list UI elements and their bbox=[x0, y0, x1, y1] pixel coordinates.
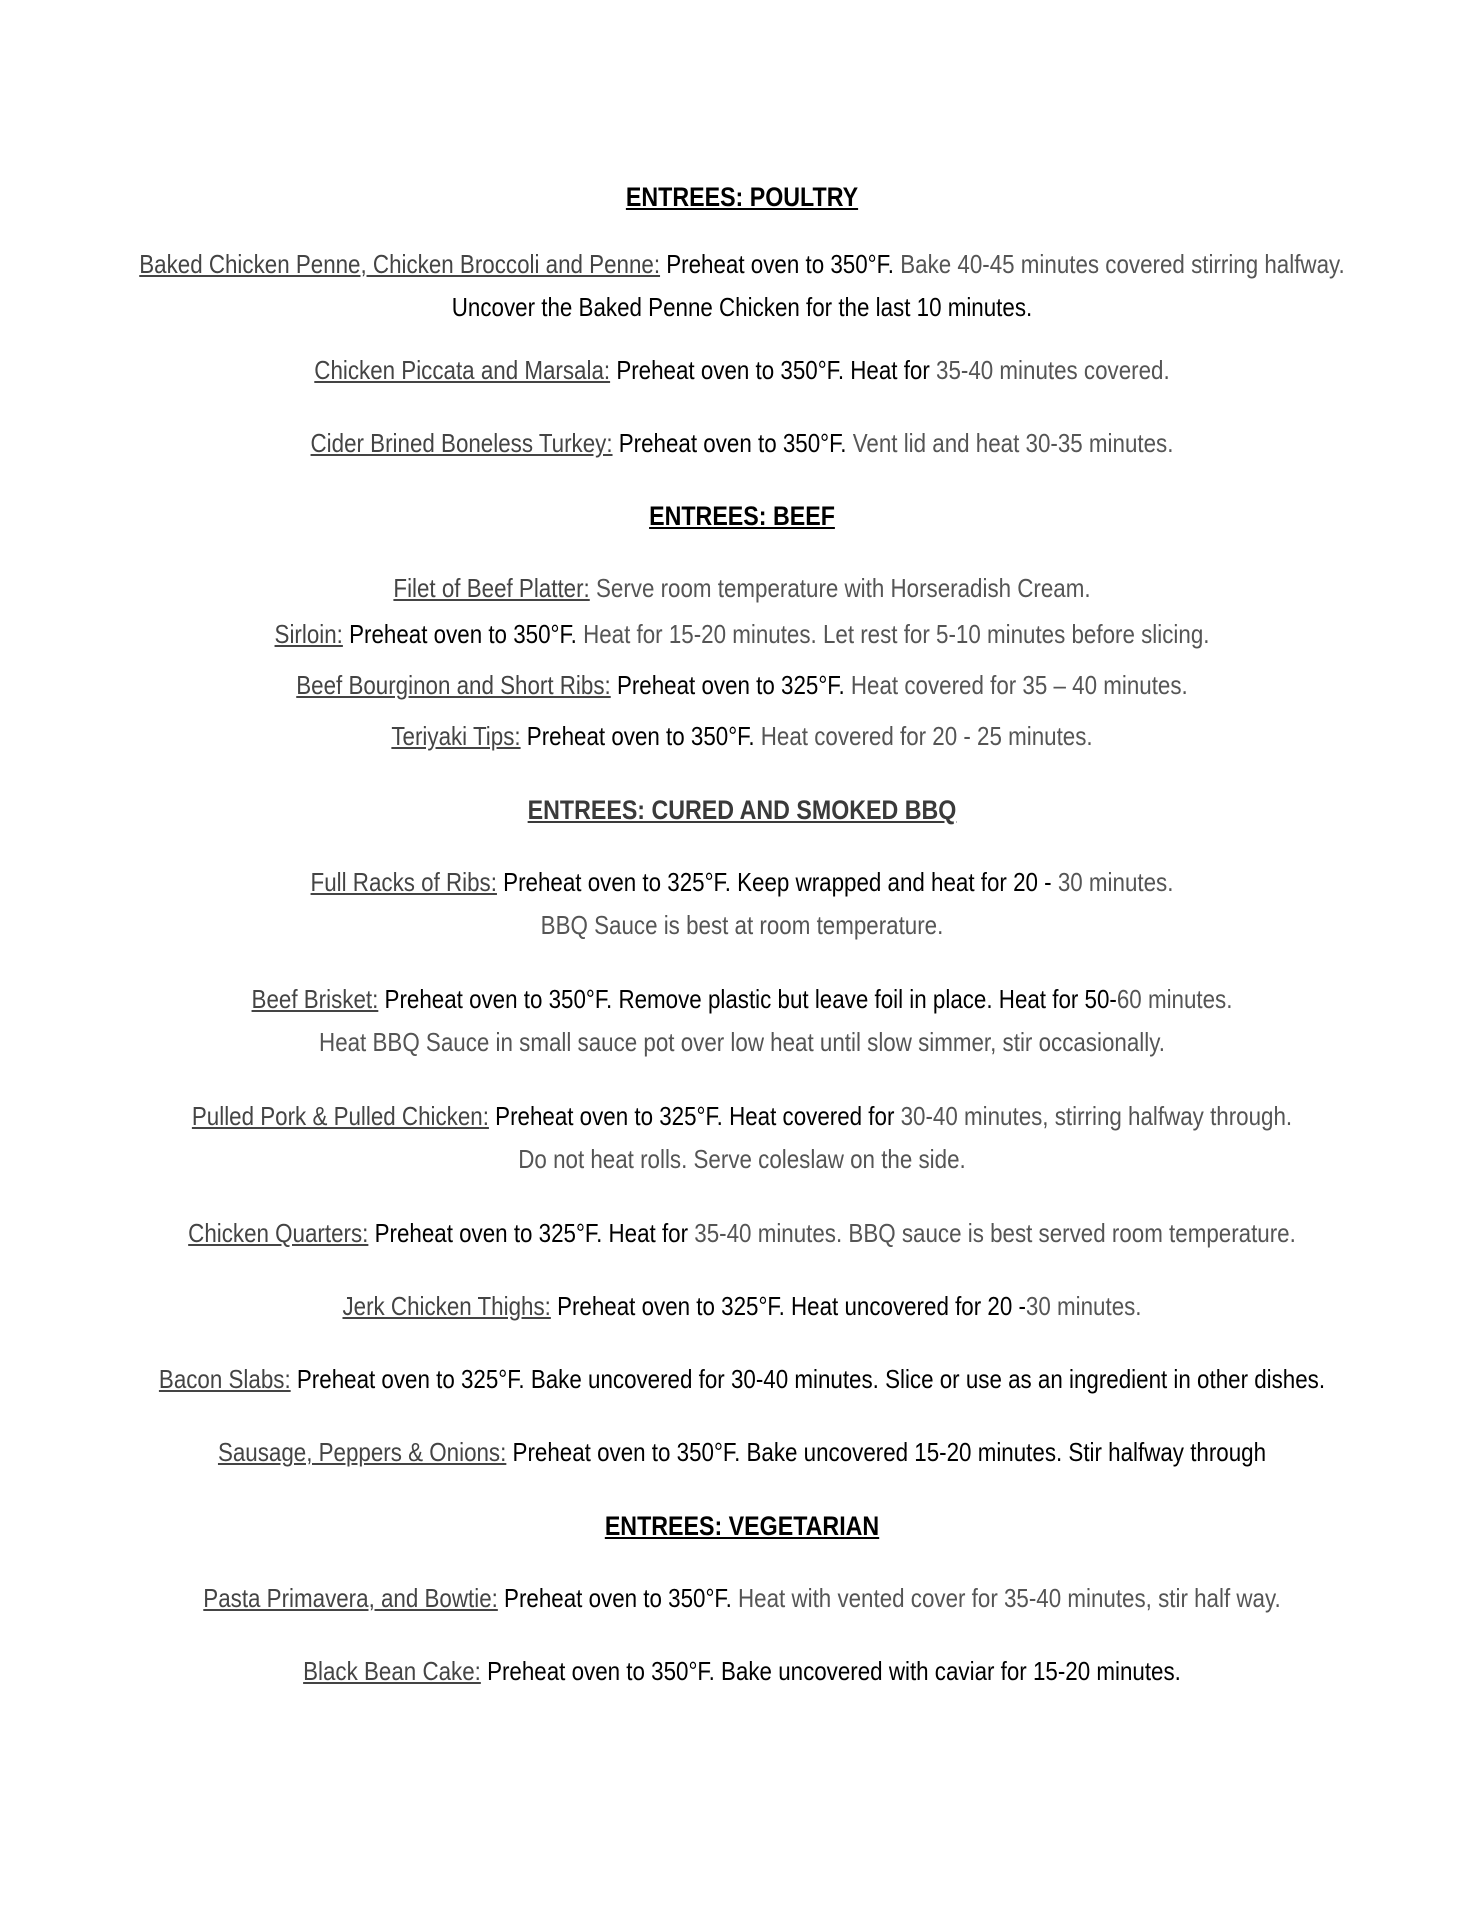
entry-instructions: Preheat oven to 350°F. bbox=[666, 249, 895, 279]
entry-instructions: Preheat oven to 350°F. Bake uncovered with caviar for 15-20 minutes. bbox=[487, 1656, 1181, 1686]
entry-instructions-detail: 35-40 minutes. BBQ sauce is best served room temperature. bbox=[694, 1218, 1296, 1248]
entry-instructions-detail: Heat for 15-20 minutes. Let rest for 5-10 minutes before slicing. bbox=[583, 619, 1210, 649]
entry-instructions: Preheat oven to 350°F. Remove plastic but leave foil in place. Heat for 50- bbox=[384, 984, 1117, 1014]
entry-jerk-chicken-thighs bbox=[104, 1290, 1380, 1322]
entry-instructions-detail: 60 minutes. bbox=[1116, 984, 1233, 1014]
entry-filet-of-beef bbox=[104, 572, 1380, 604]
entry-baked-chicken-penne bbox=[104, 248, 1380, 280]
entry-full-racks-of-ribs-note: BBQ Sauce is best at room temperature. bbox=[540, 910, 944, 940]
entry-pasta-primavera bbox=[104, 1582, 1380, 1614]
entry-instructions: Preheat oven to 350°F. bbox=[618, 428, 847, 458]
entry-instructions: Preheat oven to 350°F. bbox=[504, 1583, 732, 1613]
entry-instructions: Preheat oven to 325°F. Heat uncovered for 20 - bbox=[557, 1291, 1026, 1321]
entry-cider-brined-turkey bbox=[104, 427, 1380, 459]
entry-instructions: Preheat oven to 350°F. Heat for bbox=[616, 355, 930, 385]
entry-instructions-detail: Serve room temperature with Horseradish Cream. bbox=[595, 573, 1091, 603]
entry-instructions-detail: Vent lid and heat 30-35 minutes. bbox=[852, 428, 1174, 458]
entry-pulled-pork-note: Do not heat rolls. Serve coleslaw on the side. bbox=[518, 1144, 966, 1174]
entry-instructions-detail: 30-40 minutes, stirring halfway through. bbox=[900, 1101, 1293, 1131]
entry-instructions: Preheat oven to 325°F. bbox=[616, 670, 845, 700]
entry-full-racks-of-ribs bbox=[104, 866, 1380, 898]
entry-beef-bourginon bbox=[104, 669, 1380, 701]
entry-name: Cider Brined Boneless Turkey: bbox=[310, 428, 613, 458]
entry-instructions-detail: 35-40 minutes covered. bbox=[936, 355, 1170, 385]
entry-teriyaki-tips bbox=[104, 720, 1380, 752]
entry-name: Sirloin: bbox=[274, 619, 343, 649]
entry-name: Baked Chicken Penne, Chicken Broccoli and Penne: bbox=[139, 249, 661, 279]
section-heading-bbq: ENTREES: CURED AND SMOKED BBQ bbox=[527, 795, 957, 825]
entry-instructions-detail: 30 minutes. bbox=[1057, 867, 1174, 897]
entry-black-bean-cake bbox=[104, 1655, 1380, 1687]
entry-instructions: Preheat oven to 350°F. bbox=[526, 721, 755, 751]
entry-sausage-peppers-onions bbox=[104, 1436, 1380, 1468]
entry-instructions: Preheat oven to 350°F. bbox=[349, 619, 577, 649]
entry-instructions-detail: Bake 40-45 minutes covered stirring halfway. bbox=[900, 249, 1345, 279]
entry-name: Chicken Quarters: bbox=[188, 1218, 369, 1248]
entry-instructions-detail: Heat covered for 35 – 40 minutes. bbox=[850, 670, 1188, 700]
entry-instructions: Preheat oven to 325°F. Heat covered for bbox=[495, 1101, 895, 1131]
entry-name: Teriyaki Tips: bbox=[391, 721, 521, 751]
entry-name: Sausage, Peppers & Onions: bbox=[217, 1437, 507, 1467]
entry-name: Pulled Pork & Pulled Chicken: bbox=[191, 1101, 489, 1131]
entry-name: Pasta Primavera, and Bowtie: bbox=[203, 1583, 498, 1613]
entry-name: Full Racks of Ribs: bbox=[310, 867, 497, 897]
entry-name: Beef Brisket: bbox=[251, 984, 379, 1014]
entry-sirloin bbox=[104, 618, 1380, 650]
entry-beef-brisket-note: Heat BBQ Sauce in small sauce pot over low heat until slow simmer, stir occasionally. bbox=[319, 1027, 1165, 1057]
entry-baked-chicken-penne-note: Uncover the Baked Penne Chicken for the last 10 minutes. bbox=[451, 292, 1033, 322]
entry-name: Chicken Piccata and Marsala: bbox=[314, 355, 611, 385]
entry-instructions: Preheat oven to 325°F. Keep wrapped and heat for 20 - bbox=[503, 867, 1052, 897]
entry-instructions-detail: Heat with vented cover for 35-40 minutes, stir half way. bbox=[738, 1583, 1281, 1613]
section-heading-beef: ENTREES: BEEF bbox=[649, 501, 835, 531]
entry-name: Bacon Slabs: bbox=[158, 1364, 291, 1394]
entry-instructions-detail: 30 minutes. bbox=[1025, 1291, 1142, 1321]
entry-chicken-quarters bbox=[104, 1217, 1380, 1249]
entry-name: Black Bean Cake: bbox=[303, 1656, 481, 1686]
section-heading-poultry: ENTREES: POULTRY bbox=[625, 182, 859, 212]
entry-beef-brisket bbox=[104, 983, 1380, 1015]
entry-pulled-pork bbox=[104, 1100, 1380, 1132]
entry-name: Beef Bourginon and Short Ribs: bbox=[296, 670, 611, 700]
entry-instructions: Preheat oven to 325°F. Heat for bbox=[374, 1218, 689, 1248]
entry-name: Filet of Beef Platter: bbox=[393, 573, 590, 603]
entry-instructions: Preheat oven to 350°F. Bake uncovered 15-20 minutes. Stir halfway through bbox=[512, 1437, 1267, 1467]
section-heading-vegetarian: ENTREES: VEGETARIAN bbox=[604, 1511, 880, 1541]
entry-name: Jerk Chicken Thighs: bbox=[342, 1291, 551, 1321]
entry-instructions: Preheat oven to 325°F. Bake uncovered for 30-40 minutes. Slice or use as an ingredient in other dishes. bbox=[296, 1364, 1326, 1394]
entry-chicken-piccata bbox=[104, 354, 1380, 386]
entry-instructions-detail: Heat covered for 20 - 25 minutes. bbox=[760, 721, 1093, 751]
entry-bacon-slabs bbox=[104, 1363, 1380, 1395]
